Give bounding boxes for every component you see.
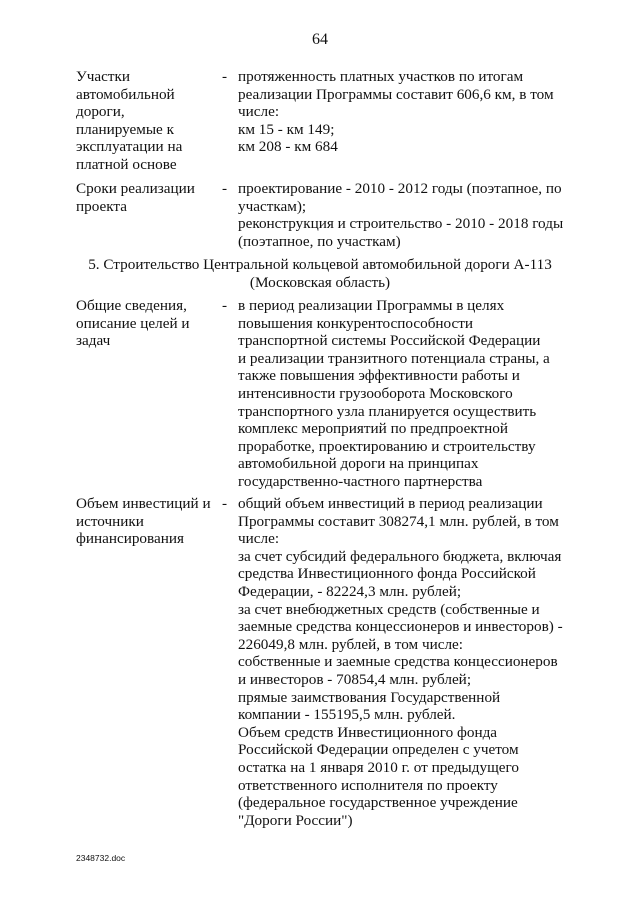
row-value: в период реализации Программы в целях повышения конкурентоспособности транспортной системы Российской Федерации и реализации транзитного потенциала страны, а также повышения эффективности работы и интенсивности грузооборота Московского транспортного узла планируется осуществить комплекс мероприятий по предпроектной проработке, проектированию и строительству автомобильной дороги на принципах государственно-частного партнерства (238, 297, 550, 490)
section-heading: 5. Строительство Центральной кольцевой автомобильной дороги А-113 (Московская область) (88, 256, 552, 291)
row-dash: - (222, 180, 228, 197)
row-dash: - (222, 495, 228, 512)
row-dash: - (222, 68, 228, 85)
page-number: 64 (312, 31, 328, 48)
row-label: Объем инвестиций и источники финансирования (76, 495, 211, 548)
row-label: Сроки реализации проекта (76, 180, 195, 215)
row-label: Общие сведения, описание целей и задач (76, 297, 190, 350)
row-value: общий объем инвестиций в период реализации Программы составит 308274,1 млн. рублей, в том числе: за счет субсидий федерального бюджета, включая средства Инвестиционного фонда Российской Федерации, - 82224,3 млн. рублей; за счет внебюджетных средств (собственные и заемные средства концессионеров и инвесторов) - 226049,8 млн. рублей, в том числе: собственные и заемные средства концессионеров и инвесторов - 70854,4 млн. рублей; прямые заимствования Государственной компании - 155195,5 млн. рублей. Объем средств Инвестиционного фонда Российской Федерации определен с учетом остатка на 1 января 2010 г. от предыдущего ответственного исполнителя по проекту (федеральное государственное учреждение "Дороги России") (238, 495, 563, 829)
document-footer-filename: 2348732.doc (76, 853, 126, 863)
row-label: Участки автомобильной дороги, планируемые к эксплуатации на платной основе (76, 68, 183, 173)
row-dash: - (222, 297, 228, 314)
row-value: протяженность платных участков по итогам реализации Программы составит 606,6 км, в том числе: км 15 - км 149; км 208 - км 684 (238, 68, 554, 156)
row-value: проектирование - 2010 - 2012 годы (поэтапное, по участкам); реконструкция и строительство - 2010 - 2018 годы (поэтапное, по участкам) (238, 180, 564, 250)
